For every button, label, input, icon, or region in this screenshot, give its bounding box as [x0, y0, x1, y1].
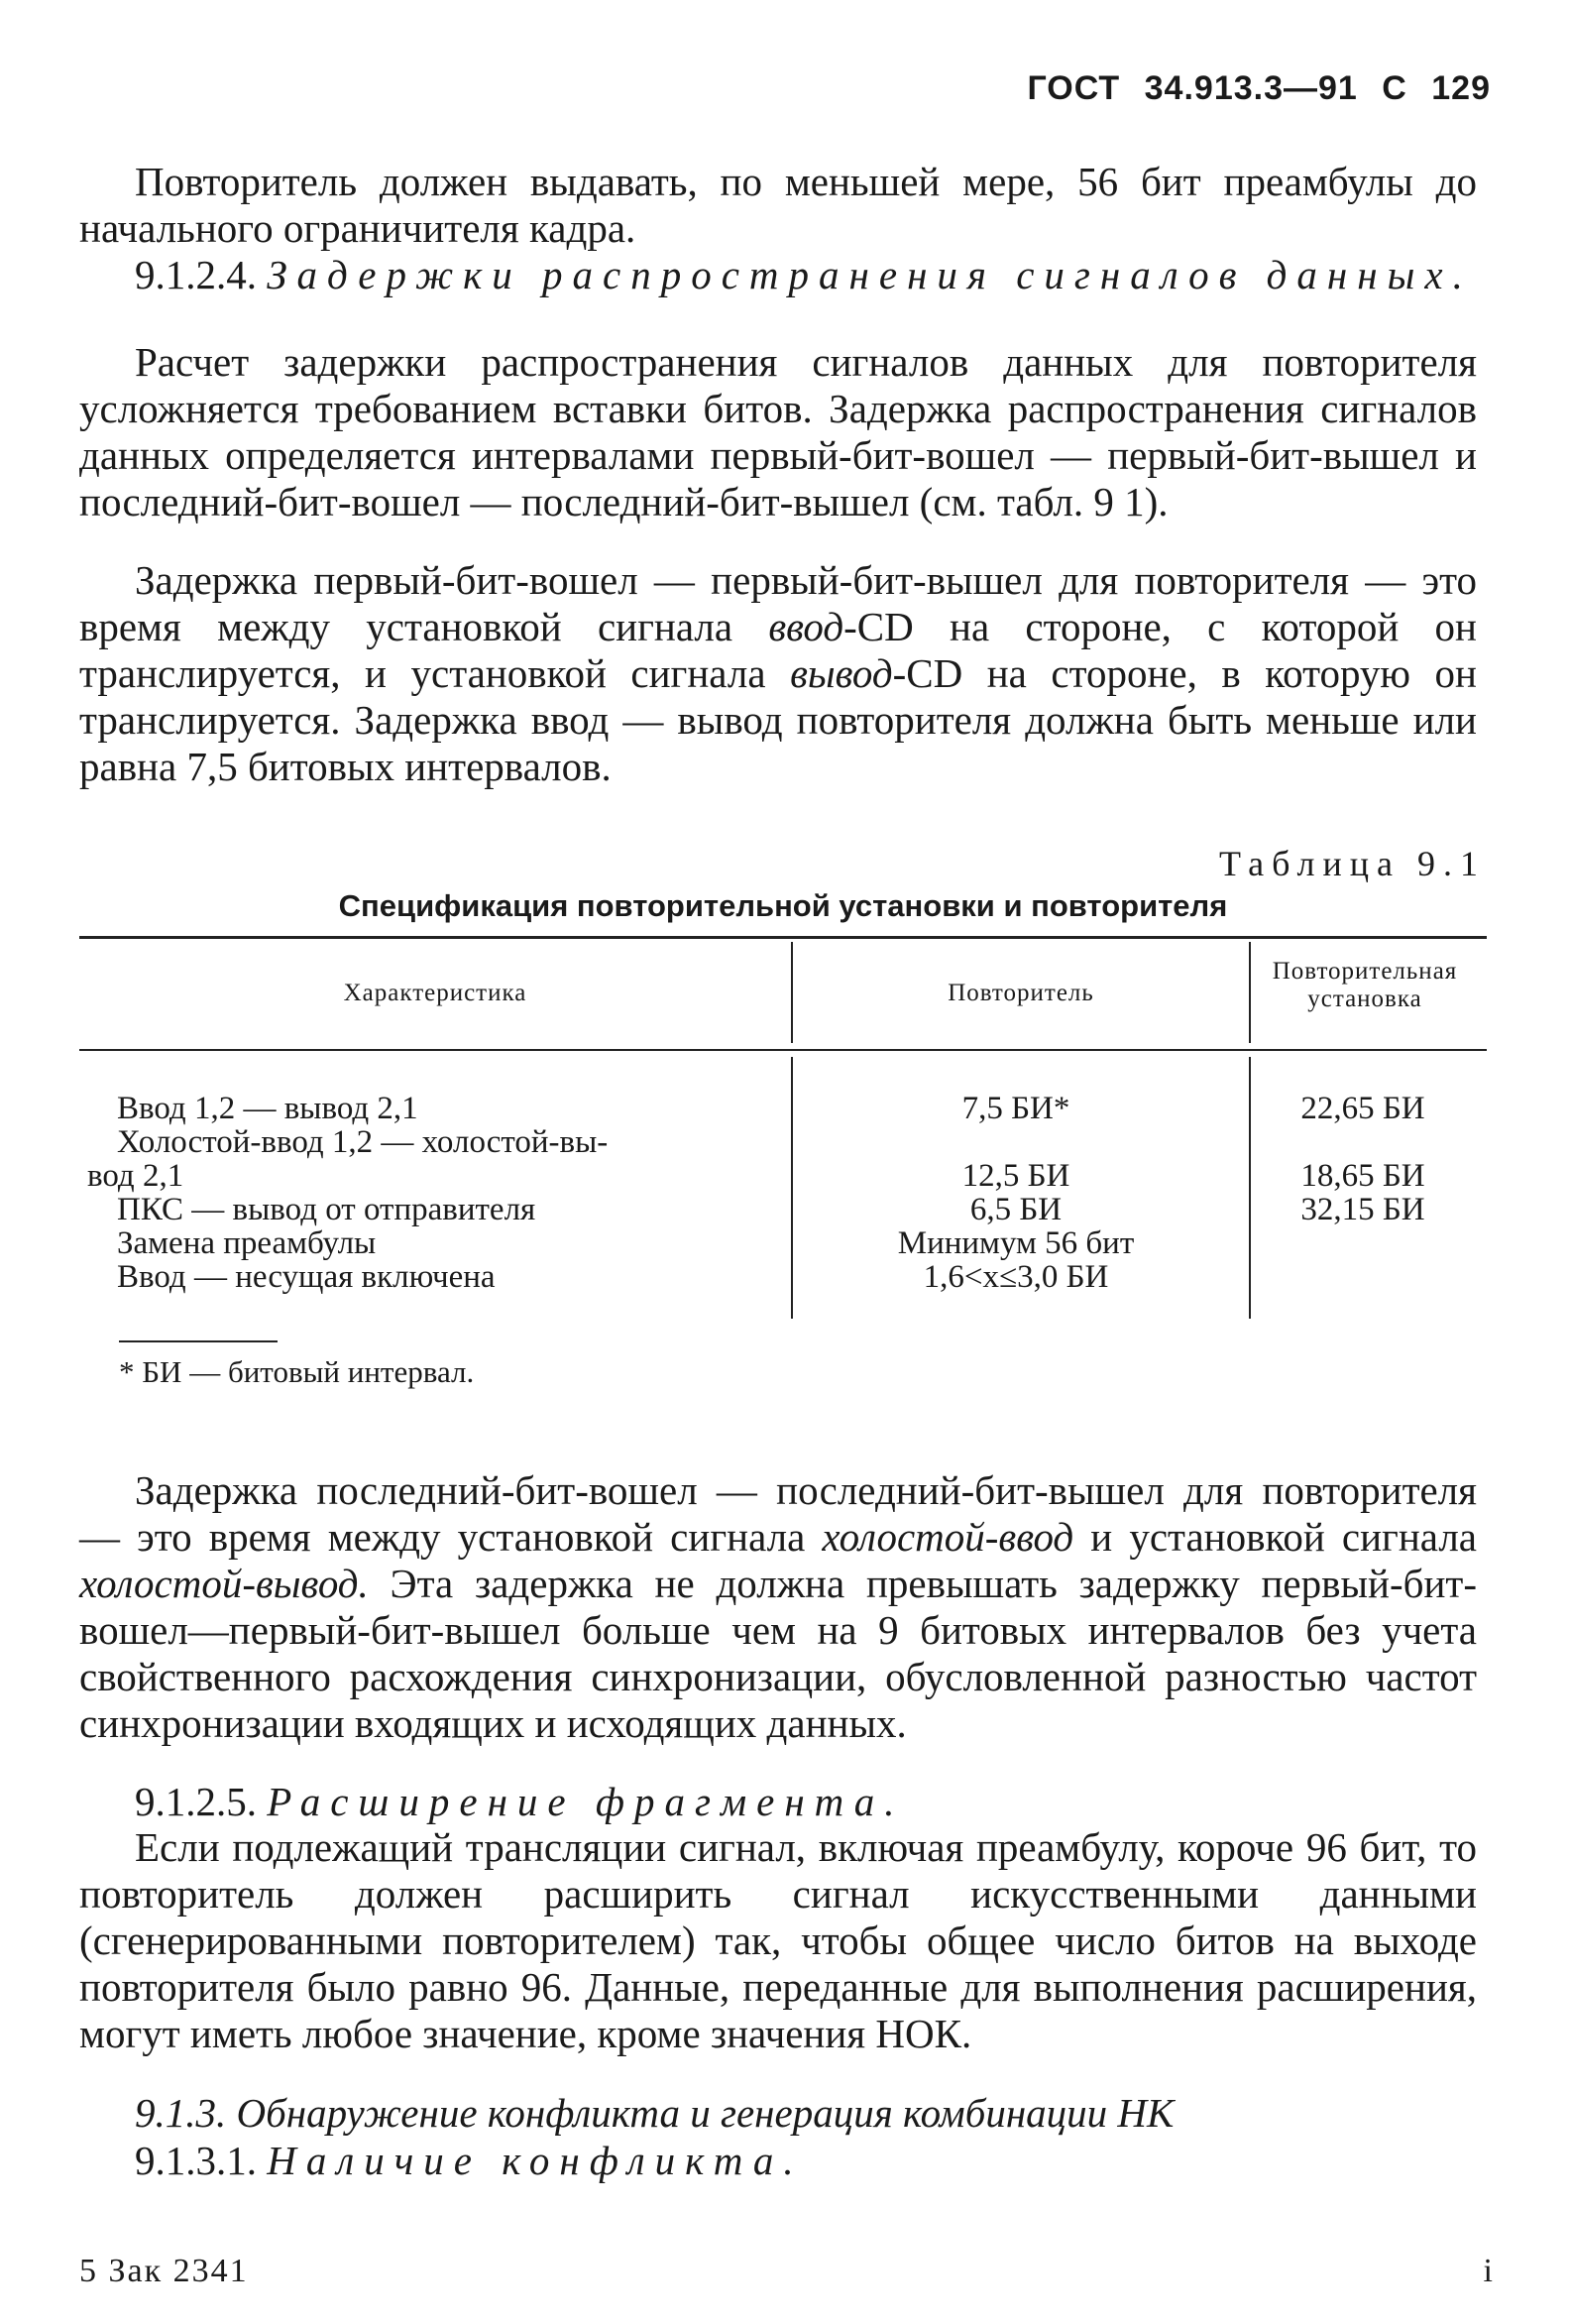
table-cell: 18,65 БИ [1300, 1158, 1425, 1194]
print-order-number: 5 Зак 2341 [79, 2253, 249, 2289]
signature-mark: i [1483, 2253, 1493, 2289]
paragraph-preamble: Повторитель должен выдавать, по меньшей мере, 56 бит преамбулы до начального ограничителя кадра. [79, 159, 1477, 251]
signal-name: холостой-ввод [822, 1514, 1074, 1560]
paragraph-fragment-extension: Если подлежащий трансляции сигнал, включая преамбулу, короче 96 бит, то повторитель должен расширить сигнал искусственными данными (сгенерированными повторителем) так, чтобы общее число битов на выходе повторителя было равно 96. Данные, переданные для выполнения расширения, могут иметь любое значение, кроме значения НОК. [79, 1824, 1477, 2056]
section-number: 9.1.2.4. [135, 252, 268, 297]
table-cell: Холостой-ввод 1,2 — холостой-вы- [117, 1124, 609, 1160]
table-cell: 12,5 БИ [961, 1158, 1070, 1194]
table-top-rule [79, 936, 1487, 939]
signal-name: ввод [768, 604, 844, 649]
section-title: Наличие конфликта. [267, 2138, 804, 2183]
table-cell: вод 2,1 [87, 1158, 184, 1194]
table-header-rule [79, 1049, 1487, 1051]
table-cell: Ввод 1,2 — вывод 2,1 [117, 1091, 418, 1126]
table-cell: 7,5 БИ* [961, 1091, 1070, 1126]
table-cell: Замена преамбулы [117, 1225, 377, 1261]
footnote-rule [119, 1340, 278, 1342]
table-header-repeater: Повторитель [948, 980, 1094, 1006]
table-cell: 22,65 БИ [1300, 1091, 1425, 1126]
section-heading-9-1-2-5 [79, 1779, 1477, 1825]
paragraph-propagation: Расчет задержки распространения сигналов данных для повторителя усложняется требованием вставки битов. Задержка распространения сигналов данных определяется интервалами первый-бит-вошел — первый-бит-вышел и последний-бит-вошел — последний-бит-вышел (см. табл. 9 1). [79, 339, 1477, 524]
section-number: 9.1.3.1. [135, 2138, 268, 2183]
table-header-repeater-set: Повторительная установка [1272, 958, 1458, 1012]
table-cell: Ввод — несущая включена [117, 1259, 496, 1295]
section-title: Задержки распространения сигналов данных. [267, 252, 1473, 297]
section-title: Расширение фрагмента. [267, 1779, 905, 1824]
section-heading-9-1-3-1 [79, 2138, 1477, 2184]
signal-name: вывод [790, 650, 893, 696]
table-cell: Минимум 56 бит [897, 1225, 1135, 1261]
signal-name: холостой-вывод. [79, 1561, 369, 1606]
table-label: Таблица 9.1 [1219, 844, 1486, 883]
table-title: Спецификация повторительной установки и повторителя [338, 888, 1228, 923]
table-cell: 32,15 БИ [1300, 1192, 1425, 1227]
section-heading-9-1-3: 9.1.3. Обнаружение конфликта и генерация комбинации НК [135, 2090, 1175, 2136]
section-heading-9-1-2-4 [79, 252, 1477, 298]
table-cell: 6,5 БИ [969, 1192, 1063, 1227]
table-footnote: * БИ — битовый интервал. [119, 1354, 475, 1389]
table-header-characteristic: Характеристика [343, 980, 527, 1006]
table-cell: ПКС — вывод от отправителя [117, 1192, 536, 1227]
running-head: ГОСТ 34.913.3—91 С 129 [1027, 69, 1491, 107]
paragraph-last-bit-delay: Задержка последний-бит-вошел — последний-бит-вышел для повторителя — это время между установкой сигнала холостой-ввод и установкой сигнала холостой-вывод. Эта задержка не должна превышать задержку первый-бит-вошел—первый-бит-вышел больше чем на 9 битовых интервалов без учета свойственного расхождения синхронизации, обусловленной разностью частот синхронизации входящих и исходящих данных. [79, 1467, 1477, 1746]
section-number: 9.1.2.5. [135, 1779, 268, 1824]
paragraph-first-bit-delay: Задержка первый-бит-вошел — первый-бит-вышел для повторителя — это время между установкой сигнала ввод-CD на стороне, с которой он транслируется, и установкой сигнала вывод-CD на стороне, в которую он транслируется. Задержка ввод — вывод повторителя должна быть меньше или равна 7,5 битовых интервалов. [79, 557, 1477, 789]
table-cell: 1,6<x≤3,0 БИ [923, 1259, 1109, 1295]
